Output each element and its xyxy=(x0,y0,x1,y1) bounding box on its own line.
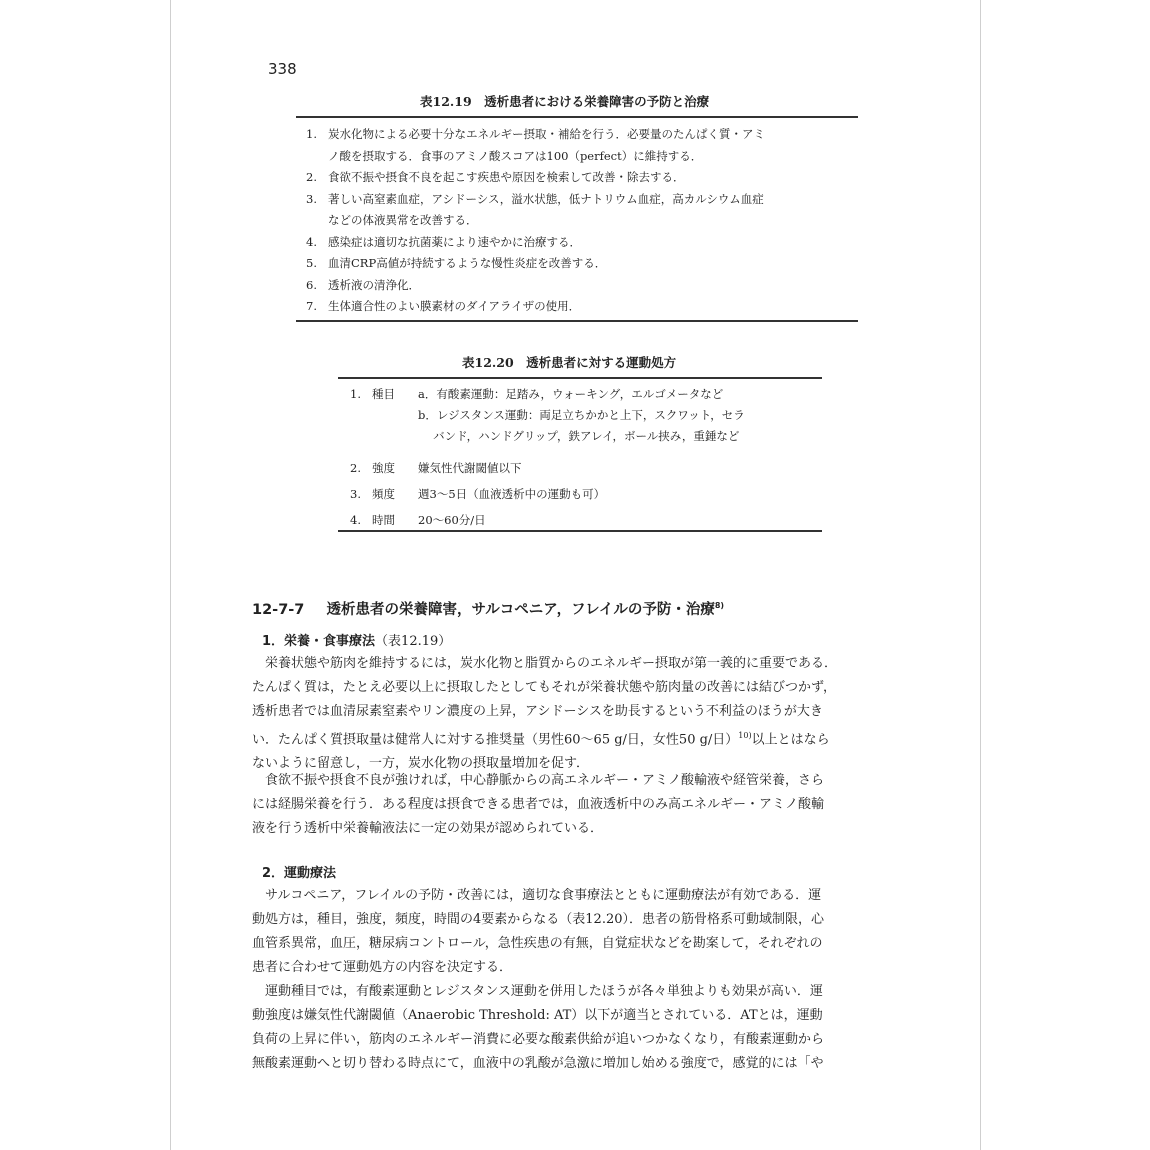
section-heading xyxy=(252,598,724,619)
section-title-citation: 8) xyxy=(714,601,725,611)
table-row: 2. 食欲不振や摂食不良を起こす疾患や原因を検索して改善・除去する． xyxy=(306,170,685,184)
table-row: 7. 生体適合性のよい膜素材のダイアライザの使用． xyxy=(306,299,581,313)
table-row: 1. 炭水化物による必要十分なエネルギー摂取・補給を行う．必要量のたんぱく質・アミ xyxy=(306,127,765,141)
table-12-19-body xyxy=(306,124,856,318)
table-row: 5. 血清CRP高値が持続するような慢性炎症を改善する． xyxy=(306,256,607,270)
table-row: 6. 透析液の清浄化． xyxy=(306,277,420,292)
paragraph: 栄養状態や筋肉を維持するには，炭水化物と脂質からのエネルギー摂取が第一義的に重要である． たんぱく質は，たとえ必要以上に摂取したとしてもそれが栄養状態や筋肉量の改善には結びつかず， 透析患者では血清尿素窒素やリン濃度の上昇，アシドーシスを助長するという不利益のほうが大き い．たんぱく質摂取量は健常人に対する推奨量（男性60～65 g/日，女性50 g/日）$^{10)}$以上とはなら ないように留意し，一方，炭水化物の摂取量増加を促す． xyxy=(252,656,838,772)
table-row: 2. 強度 嫌気性代謝閾値以下 xyxy=(350,461,522,475)
table-12-20-bottom-rule xyxy=(338,530,822,532)
table-12-20-caption: 表12.20 透析患者に対する運動処方 xyxy=(462,355,677,370)
table-row: 3. 頻度 週3～5日（血液透析中の運動も可） xyxy=(350,487,606,501)
paragraph: 運動種目では，有酸素運動とレジスタンス運動を併用したほうが各々単独よりも効果が高い．運 動強度は嫌気性代謝閾値（Anaerobic Threshold: AT）以下が適当とされている．ATとは，運動 負荷の上昇に伴い，筋肉のエネルギー消費に必要な酸素供給が追いつかなくなり，有酸素運動から 無酸素運動へと切り替わる時点にて，血液中の乳酸が急激に増加し始める強度で，感覚的には「や xyxy=(252,984,825,1071)
table-row: 1. 種目 a．有酸素運動：足踏み，ウォーキング，エルゴメータなど b．レジスタンス運動：両足立ちかかと上下，スクワット，セラ バンド，ハンドグリップ，鉄アレイ，ボール挟み，重錘など xyxy=(350,387,745,443)
table-row: 4. 時間 20～60分/日 xyxy=(350,513,486,527)
section-number: 12-7-7 xyxy=(252,602,305,618)
table-12-19-caption: 表12.19 透析患者における栄養障害の予防と治療 xyxy=(420,94,710,109)
paragraph: 食欲不振や摂食不良が強ければ，中心静脈からの高エネルギー・アミノ酸輸液や経管栄養，さら には経腸栄養を行う．ある程度は摂食できる患者では，血液透析中のみ高エネルギー・アミノ酸輸 液を行う透析中栄養輸液法に一定の効果が認められている． xyxy=(252,773,825,836)
section-title: 透析患者の栄養障害，サルコペニア，フレイルの予防・治療 xyxy=(326,602,715,618)
paragraph: サルコペニア，フレイルの予防・改善には，適切な食事療法とともに運動療法が有効である．運 動処方は，種目，強度，頻度，時間の4要素からなる（表12.20）．患者の筋骨格系可動域制限，心 血管系異常，血圧，糖尿病コントロール，急性疾患の有無，自覚症状などを勘案して，それぞれの 患者に合わせて運動処方の内容を決定する． xyxy=(252,888,824,975)
subsection-heading-exercise: 2．運動療法 xyxy=(262,866,337,881)
table-row: 4. 感染症は適切な抗菌薬により速やかに治療する． xyxy=(306,234,581,249)
table-row: 3. 著しい高窒素血症，アシドーシス，溢水状態，低ナトリウム血症，高カルシウム血症 xyxy=(306,191,764,206)
table-row-continuation: などの体液異常を改善する． xyxy=(328,213,478,227)
subsection-heading-nutrition: 1．栄養・食事療法（表12.19） xyxy=(262,634,452,649)
table-row-continuation: ノ酸を摂取する．食事のアミノ酸スコアは100（perfect）に維持する． xyxy=(328,148,703,163)
table-12-19-bottom-rule xyxy=(296,320,858,322)
citation: 10) xyxy=(738,731,752,740)
table-12-20-top-rule xyxy=(338,377,822,379)
page-number: 338 xyxy=(268,60,297,78)
table-reference: （表12.19） xyxy=(375,634,452,649)
table-12-20-body xyxy=(350,384,820,531)
table-12-19-top-rule xyxy=(296,116,858,118)
